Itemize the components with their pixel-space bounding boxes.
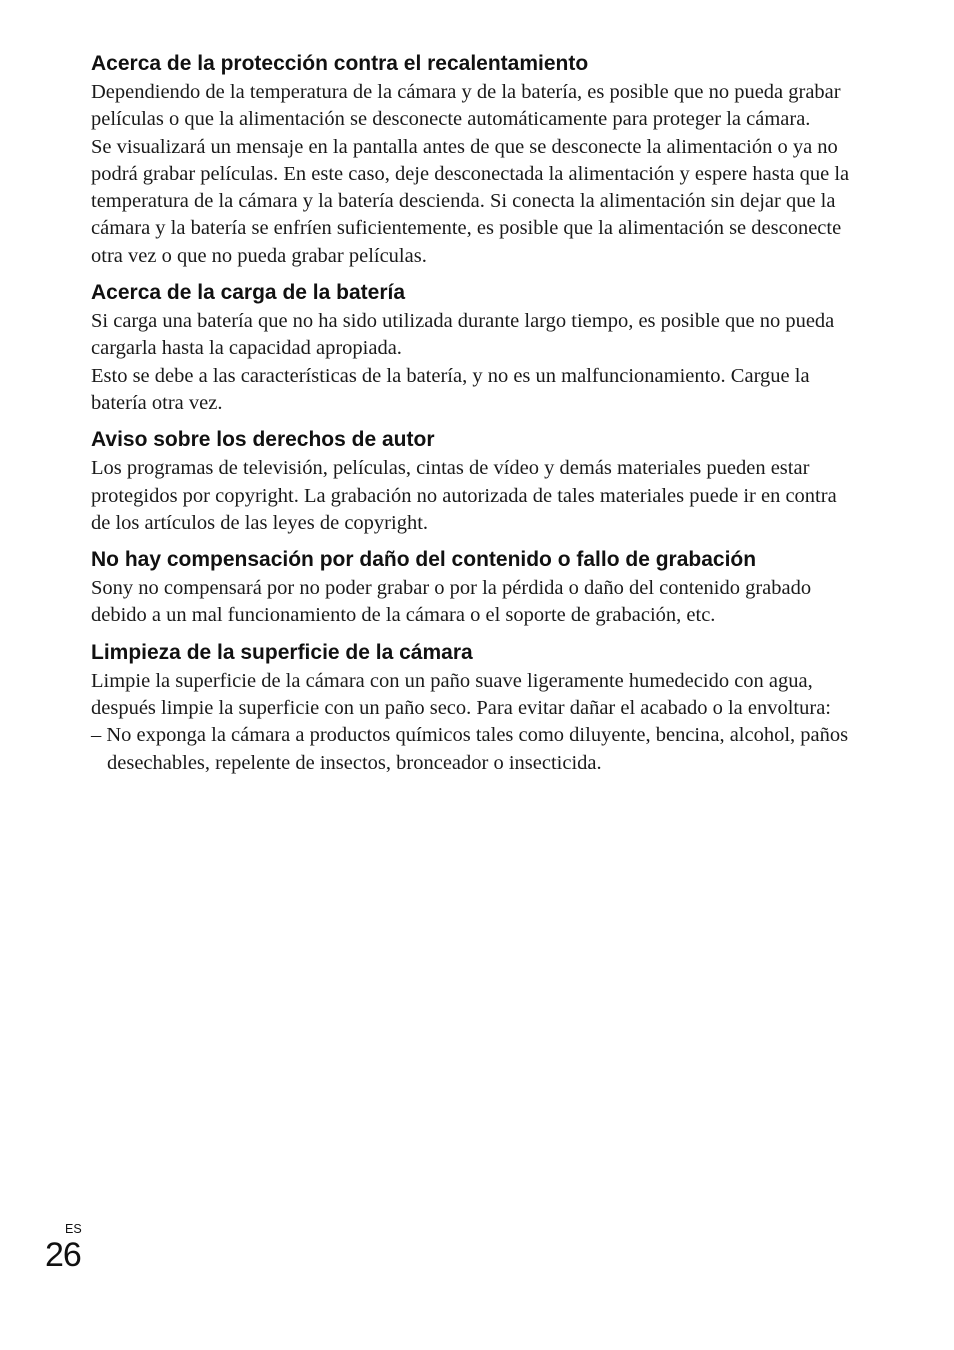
page-number: 26	[45, 1236, 81, 1274]
section-heading: Acerca de la protección contra el recalentamiento	[91, 52, 589, 75]
section-battery-charging	[91, 279, 861, 417]
section-heading: Aviso sobre los derechos de autor	[91, 428, 435, 452]
paragraph: Sony no compensará por no poder grabar o por la pérdida o daño del contenido grabado debido a un mal funcionamiento de la cámara o el soporte de grabación, etc.	[91, 577, 812, 627]
section-heading: Limpieza de la superficie de la cámara	[91, 640, 473, 664]
section-camera-cleaning	[91, 639, 861, 777]
page-footer	[45, 1222, 82, 1274]
paragraph: Los programas de televisión, películas, cintas de vídeo y demás materiales pueden estar protegidos por copyright. La grabación no autorizada de tales materiales puede ir en contra de los artículos de las leyes de copyright.	[91, 457, 837, 534]
page-content	[91, 50, 861, 777]
section-overheat-protection	[91, 50, 861, 270]
section-no-compensation	[91, 546, 861, 630]
paragraph: Limpie la superficie de la cámara con un paño suave ligeramente humedecido con agua, después limpie la superficie con un paño seco. Para evitar dañar el acabado o la envoltura:	[91, 669, 831, 720]
section-copyright-notice	[91, 426, 861, 537]
language-code: ES	[65, 1222, 82, 1236]
paragraph: Esto se debe a las características de la batería, y no es un malfuncionamiento. Cargue la batería otra vez.	[91, 364, 810, 414]
section-heading: No hay compensación por daño del contenido o fallo de grabación	[91, 548, 757, 572]
section-heading: Acerca de la carga de la batería	[91, 281, 406, 305]
paragraph: Dependiendo de la temperatura de la cámara y de la batería, es posible que no pueda grabar películas o que la alimentación se desconecte automáticamente para proteger la cámara.	[91, 81, 841, 131]
dash-list-item: – No exponga la cámara a productos químicos tales como diluyente, bencina, alcohol, paños desechables, repelente de insectos, bronceador o insecticida.	[91, 724, 849, 774]
paragraph: Si carga una batería que no ha sido utilizada durante largo tiempo, es posible que no pueda cargarla hasta la capacidad apropiada.	[91, 310, 835, 360]
paragraph: Se visualizará un mensaje en la pantalla antes de que se desconecte la alimentación o ya no podrá grabar películas. En este caso, deje desconectada la alimentación y espere hasta que la temperatura de la cámara y la batería descienda. Si conecta la alimentación sin dejar que la cámara y la batería se enfríen suficientemente, es posible que la alimentación se desconecte otra vez o que no pueda grabar películas.	[91, 135, 850, 267]
